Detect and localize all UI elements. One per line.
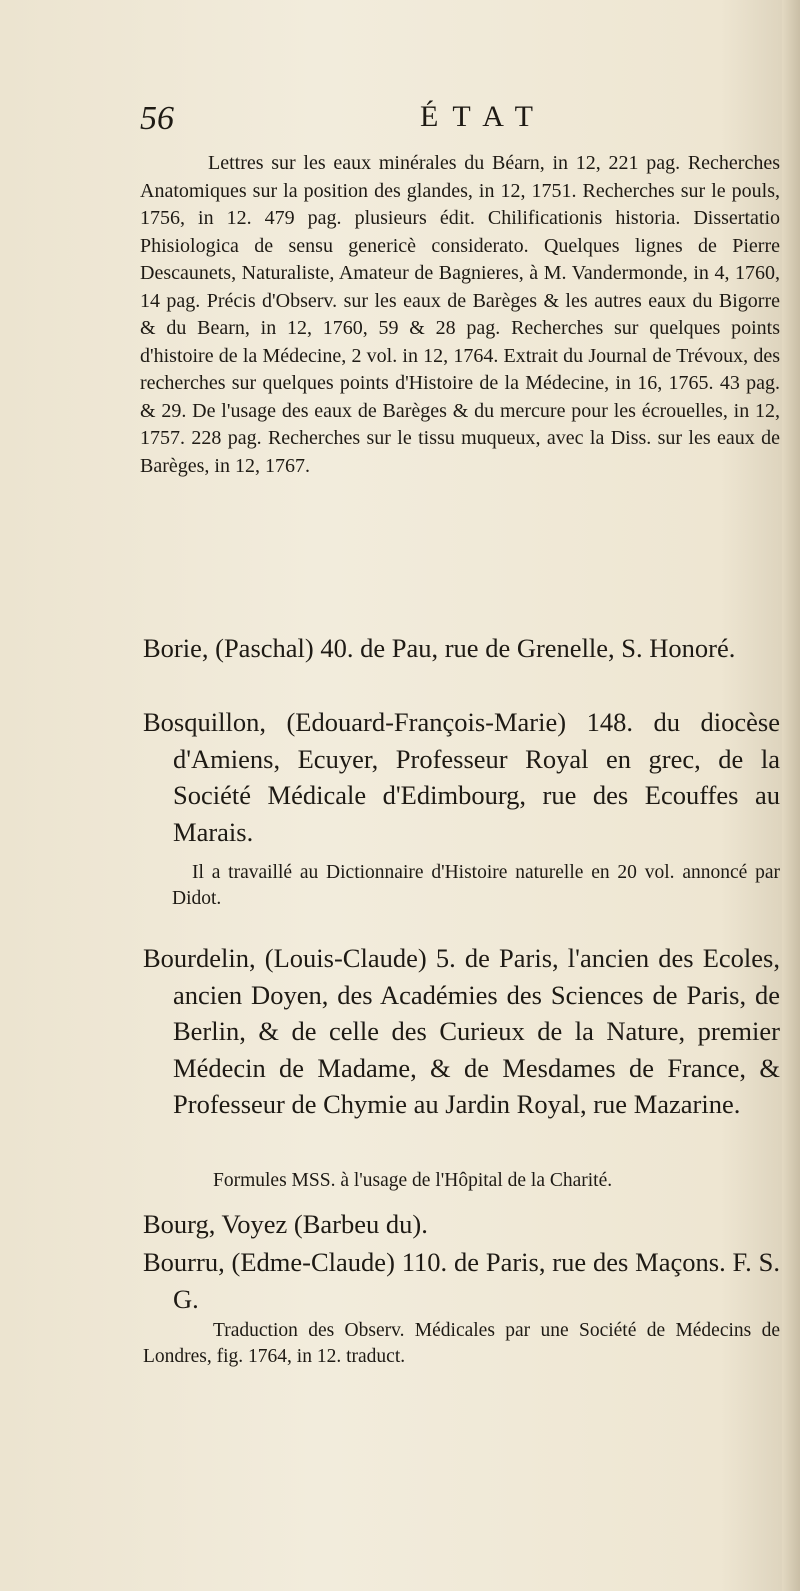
running-title: ÉTAT bbox=[420, 100, 547, 133]
entry-borie bbox=[143, 630, 780, 667]
entry-note: Traduction des Observ. Médicales par une Société de Médecins de Londres, fig. 1764, in 12. traduct. bbox=[143, 1320, 780, 1367]
entry-bourru bbox=[143, 1244, 780, 1317]
entry-bosquillon bbox=[143, 704, 780, 850]
entry-bourg bbox=[143, 1206, 780, 1243]
page-header bbox=[140, 100, 780, 150]
page-number: 56 bbox=[140, 100, 174, 137]
entry-note: Formules MSS. à l'usage de l'Hôpital de la Charité. bbox=[213, 1170, 613, 1191]
entry-text: Bourg, Voyez (Barbeu du). bbox=[143, 1209, 428, 1239]
entry-note: Il a travaillé au Dictionnaire d'Histoire naturelle en 20 vol. annoncé par Didot. bbox=[172, 862, 780, 909]
entry-text: Bourdelin, (Louis-Claude) 5. de Paris, l'ancien des Ecoles, ancien Doyen, des Académies des Sciences de Paris, de Berlin, & de celle des Curieux de la Nature, premier Médecin de Madame, & de Mesdames de France, & Professeur de Chymie au Jardin Royal, rue Mazarine. bbox=[143, 943, 780, 1119]
page-edge bbox=[782, 0, 800, 1591]
continuation-paragraph bbox=[140, 150, 780, 480]
entry-text: Bourru, (Edme-Claude) 110. de Paris, rue des Maçons. F. S. G. bbox=[143, 1247, 780, 1314]
entry-bourdelin-note bbox=[143, 1168, 780, 1194]
continuation-text: Lettres sur les eaux minérales du Béarn, in 12, 221 pag. Recherches Anatomiques sur la position des glandes, in 12, 1751. Recherches sur le pouls, 1756, in 12. 479 pag. plusieurs édit. Chilificationis historia. Dissertatio Phisiologica de sensu genericè considerato. Quelques lignes de Pierre Descaunets, Naturaliste, Amateur de Bagnieres, à M. Vandermonde, in 4, 1760, 14 pag. Précis d'Observ. sur les eaux de Barèges & les autres eaux du Bigorre & du Bearn, in 12, 1760, 59 & 28 pag. Recherches sur quelques points d'histoire de la Médecine, 2 vol. in 12, 1764. Extrait du Journal de Trévoux, des recherches sur quelques points d'Histoire de la Médecine, in 16, 1765. 43 pag. & 29. De l'usage des eaux de Barèges & du mercure pour les écrouelles, in 12, 1757. 228 pag. Recherches sur le tissu muqueux, avec la Diss. sur les eaux de Barèges, in 12, 1767. bbox=[140, 152, 780, 477]
entry-bourru-note bbox=[143, 1318, 780, 1370]
entry-bourdelin bbox=[143, 940, 780, 1123]
entry-bosquillon-note bbox=[172, 860, 780, 912]
entry-text: Bosquillon, (Edouard-François-Marie) 148. du diocèse d'Amiens, Ecuyer, Professeur Royal en grec, de la Société Médicale d'Edimbourg, rue des Ecouffes au Marais. bbox=[143, 707, 780, 847]
entry-text: Borie, (Paschal) 40. de Pau, rue de Grenelle, S. Honoré. bbox=[143, 633, 736, 663]
